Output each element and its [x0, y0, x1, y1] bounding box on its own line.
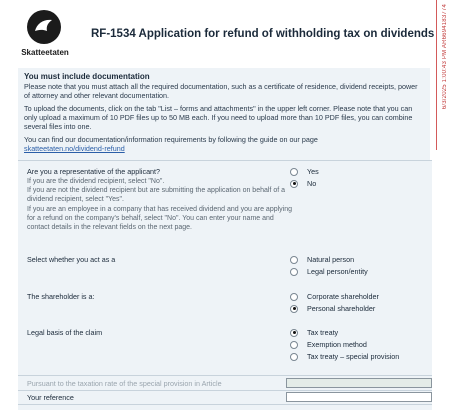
- radio-natural-person[interactable]: Natural person: [290, 255, 354, 264]
- radio-exemption-method[interactable]: Exemption method: [290, 340, 367, 349]
- documentation-text-1: Please note that you must attach all the required documentation, such as a certificate of residence, dividend receipts, power of attorney and other relevant documentation.: [24, 82, 418, 100]
- radio-tax-treaty-special[interactable]: Tax treaty – special provision: [290, 352, 399, 361]
- divider: [18, 375, 432, 376]
- reference-input[interactable]: [286, 392, 432, 402]
- article-field: [286, 378, 432, 388]
- radio-tax-treaty[interactable]: Tax treaty: [290, 328, 338, 337]
- article-field-label: Pursuant to the taxation rate of the special provision in Article: [27, 379, 222, 388]
- reference-field-label: Your reference: [27, 393, 74, 402]
- divider: [18, 390, 432, 391]
- form-header: [15, 8, 435, 60]
- page-title: RF-1534 Application for refund of withholding tax on dividends: [91, 28, 435, 40]
- radio-legal-person[interactable]: Legal person/entity: [290, 267, 368, 276]
- documentation-text-3: You can find our documentation/information requirements by following the guide on our page skatteetaten.no/dividend-refund: [24, 135, 318, 153]
- submission-stamp: 6/3/2025 1:00:43 PM AR6694183774: [436, 0, 450, 150]
- radio-personal-shareholder[interactable]: Personal shareholder: [290, 304, 375, 313]
- divider: [18, 404, 432, 405]
- dividend-refund-link[interactable]: skatteetaten.no/dividend-refund: [24, 144, 125, 153]
- logo-text: Skatteetaten: [21, 48, 69, 57]
- skatteetaten-logo: [15, 8, 75, 60]
- logo-emblem-icon: [27, 10, 61, 44]
- documentation-heading: You must include documentation: [24, 72, 150, 81]
- radio-representative-yes[interactable]: Yes: [290, 167, 319, 176]
- documentation-text-2: To upload the documents, click on the tab "List – forms and attachments" in the upper left corner. Please note that you can only upload a maximum of 10 PDF files up to 50 MB each. If you need to upload more than 10 PDF files, you can combine several files into one.: [24, 104, 413, 131]
- radio-representative-no[interactable]: No: [290, 179, 316, 188]
- application-form: Are you a representative of the applicant? If you are the dividend recipient, select "No". If you are not the dividend recipient but are submitting the application on behalf of a dividend recipient, select "Yes". If you are an employee in a company that has received dividend and you are applying for a refund on the company's behalf, select "No". You can enter your name and contact details in the relevant fields on the next page. Yes No Select whether you act as a Natural person Legal person/entity The shareholder is a: Corporate shareholder Personal shareholder Legal basis of the claim Tax treaty Exemption method Tax treaty – special provision Pursuant to the taxation rate of the special provision in Article Your reference: [18, 160, 432, 410]
- radio-corporate-shareholder[interactable]: Corporate shareholder: [290, 292, 379, 301]
